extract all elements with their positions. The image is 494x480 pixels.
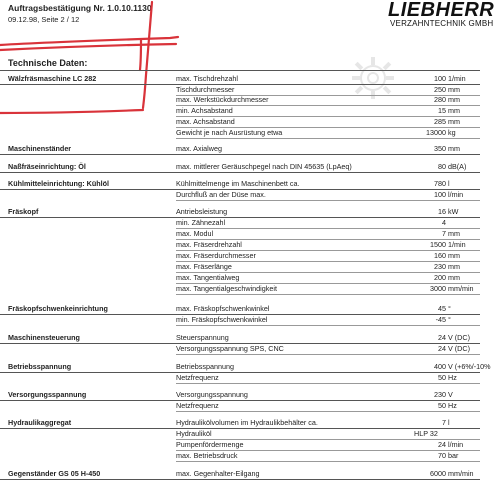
parameter-label: Versorgungsspannung SPS, CNC [176,344,284,353]
parameter-value: 280 [434,95,446,104]
parameter-label: Gewicht je nach Ausrüstung etwa [176,128,283,137]
table-row [0,401,480,412]
parameter-label: max. Axialweg [176,144,222,153]
row-rule [0,154,480,155]
parameter-unit: kW [448,207,459,216]
parameter-unit: mm [448,106,460,115]
parameter-label: max. Fräserdrehzahl [176,240,242,249]
parameter-value: 7 [442,229,446,238]
parameter-value: 160 [434,251,446,260]
table-row [0,304,480,315]
parameter-unit: V [448,390,453,399]
parameter-unit: mm [448,262,460,271]
parameter-value: 780 [434,179,446,188]
parameter-label: Netzfrequenz [176,373,219,382]
parameter-value: 4 [442,218,446,227]
parameter-label: max. Gegenhalter-Eilgang [176,469,260,478]
logo-subtitle: VERZAHNTECHNIK GMBH [390,19,494,28]
parameter-label: Steuerspannung [176,333,229,342]
parameter-value: 16 [438,207,446,216]
parameter-value: 250 [434,85,446,94]
table-row [0,451,480,462]
parameter-unit: mm/min [448,469,474,478]
table-row [0,95,480,106]
table-row [0,469,480,480]
parameter-label: max. Tangentialgeschwindigkeit [176,284,277,293]
parameter-value: 285 [434,117,446,126]
group-label: Kühlmitteleinrichtung: Kühlöl [8,179,110,188]
document-date-page: 09.12.98, Seite 2 / 12 [8,15,80,24]
order-confirmation-title: Auftragsbestätigung Nr. 1.0.10.1130 [8,3,152,13]
table-row [0,262,480,273]
table-row [0,74,480,85]
group-label: Fräskopfschwenkeinrichtung [8,304,108,313]
table-row [0,315,480,326]
table-row [0,373,480,384]
parameter-label: max. Werkstückdurchmesser [176,95,269,104]
parameter-value: 100 [434,190,446,199]
parameter-label: Durchfluß an der Düse max. [176,190,266,199]
group-label: Betriebsspannung [8,362,72,371]
parameter-unit: V (DC) [448,333,470,342]
parameter-unit: l/min [448,440,464,449]
parameter-label: Betriebsspannung [176,362,234,371]
row-rule [176,411,480,412]
parameter-unit: ° [448,304,451,313]
group-label: Wälzfräsmaschine LC 282 [8,74,97,83]
row-rule [176,200,480,201]
parameter-label: max. Fräskopfschwenkwinkel [176,304,270,313]
parameter-unit: bar [448,451,459,460]
parameter-label: max. Fräserlänge [176,262,232,271]
parameter-label: max. Fräserdurchmesser [176,251,256,260]
table-row [0,162,480,173]
row-rule [0,479,480,480]
parameter-value: 230 [434,262,446,271]
table-row [0,144,480,155]
table-row [0,117,480,128]
table-row [0,207,480,218]
parameter-value: 50 [438,373,446,382]
parameter-label: Antriebsleistung [176,207,228,216]
parameter-unit: Hz [448,373,457,382]
parameter-value: 50 [438,401,446,410]
parameter-value: 45 [438,304,446,313]
parameter-unit: Hz [448,401,457,410]
row-rule [176,325,480,326]
parameter-unit: dB(A) [448,162,467,171]
parameter-label: max. Tischdrehzahl [176,74,238,83]
parameter-unit: mm [448,251,460,260]
group-label: Naßfräseinrichtung: Öl [8,162,86,171]
parameter-value: 230 [434,390,446,399]
table-row [0,218,480,229]
table-row [0,106,480,117]
table-top-rule [0,70,480,71]
parameter-unit: mm [448,144,460,153]
group-label: Gegenständer GS 05 H-450 [8,469,101,478]
parameter-label: Netzfrequenz [176,401,219,410]
parameter-value: 24 [438,344,446,353]
row-rule [176,383,480,384]
table-row [0,362,491,373]
parameter-label: Hydrauliköl [176,429,212,438]
group-label: Fräskopf [8,207,39,216]
parameter-unit: mm [448,117,460,126]
logo-wordmark: LIEBHERR [388,0,494,21]
parameter-label: min. Achsabstand [176,106,233,115]
parameter-unit: V (+6%/-10% [448,362,491,371]
parameter-unit: l [448,418,450,427]
table-row [0,273,480,284]
parameter-label: max. mittlerer Geräuschpegel nach DIN 45635 (LpAeq) [176,162,352,171]
parameter-unit: 1/min [448,74,466,83]
parameter-label: min. Zähnezahl [176,218,226,227]
parameter-value: 80 [438,162,446,171]
table-row [0,85,480,96]
group-label: Hydraulikaggregat [8,418,72,427]
parameter-label: Tischdurchmesser [176,85,235,94]
table-row [0,418,480,429]
parameter-label: max. Betriebsdruck [176,451,238,460]
table-row [0,240,480,251]
parameter-unit: 1/min [448,240,466,249]
parameter-unit: ° [448,315,451,324]
table-row [0,390,480,401]
group-label: Maschinenständer [8,144,72,153]
table-row [0,344,480,355]
table-row [0,429,480,440]
parameter-value: 6000 [430,469,446,478]
parameter-label: max. Modul [176,229,214,238]
parameter-unit: mm [448,229,460,238]
parameter-label: Hydraulikölvolumen im Hydraulikbehälter ca. [176,418,318,427]
row-rule [0,172,480,173]
parameter-unit: mm [448,95,460,104]
table-row [0,440,480,451]
parameter-value: 200 [434,273,446,282]
table-row [0,190,480,201]
parameter-label: Versorgungsspannung [176,390,248,399]
parameter-label: min. Fräskopfschwenkwinkel [176,315,268,324]
parameter-value: 3000 [430,284,446,293]
table-row [0,284,480,295]
parameter-value: 7 [442,418,446,427]
parameter-unit: l/min [448,190,464,199]
parameter-label: Kühlmittelmenge im Maschinenbett ca. [176,179,300,188]
parameter-unit: mm [448,273,460,282]
parameter-value: 350 [434,144,446,153]
group-label: Maschinensteuerung [8,333,80,342]
parameter-label: Pumpenfördermenge [176,440,244,449]
parameter-unit: l [448,179,450,188]
row-rule [176,294,480,295]
parameter-label: max. Achsabstand [176,117,235,126]
table-row [0,333,480,344]
parameter-value: 400 [434,362,446,371]
parameter-value: 24 [438,333,446,342]
parameter-value: 70 [438,451,446,460]
table-row [0,128,480,139]
parameter-value: 24 [438,440,446,449]
parameter-value: 100 [434,74,446,83]
parameter-unit: mm [448,85,460,94]
row-rule [176,354,480,355]
parameter-unit: V (DC) [448,344,470,353]
section-title: Technische Daten: [8,58,88,68]
table-row [0,179,480,190]
group-label: Versorgungsspannung [8,390,87,399]
table-row [0,229,480,240]
parameter-unit: kg [448,128,456,137]
parameter-value: -45 [435,315,446,324]
parameter-value: 15 [438,106,446,115]
parameter-unit: mm/min [448,284,474,293]
parameter-value: 1500 [430,240,446,249]
parameter-value: HLP 32 [414,429,438,438]
row-rule [176,138,480,139]
row-rule [176,461,480,462]
parameter-label: max. Tangentialweg [176,273,240,282]
table-row [0,251,480,262]
parameter-value: 13000 [426,128,446,137]
